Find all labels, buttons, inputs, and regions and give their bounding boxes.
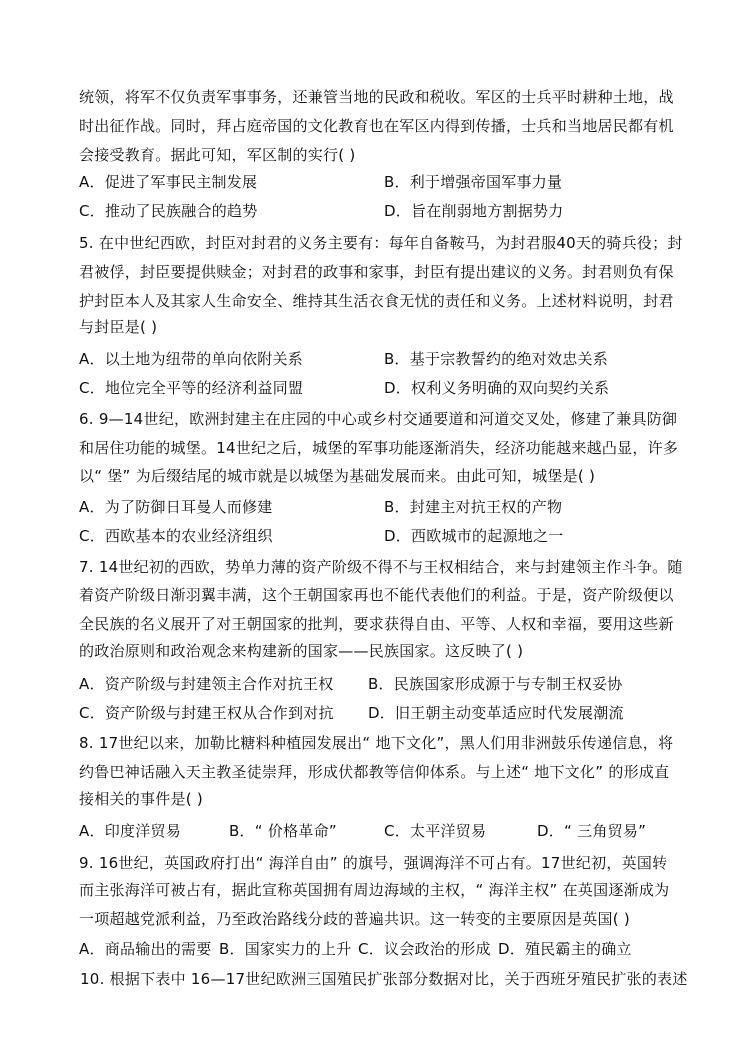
- option-a: A．资产阶级与封建领主合作对抗王权: [79, 675, 334, 693]
- option-a: A．印度洋贸易: [79, 822, 182, 840]
- question-text-line: 的政治原则和政治观念来构建新的国家——民族国家。这反映了( ): [79, 642, 524, 660]
- option-c: C．西欧基本的农业经济组织: [79, 527, 273, 545]
- question-text-line: 与封臣是( ): [79, 318, 158, 336]
- question-text-line: 护封臣本人及其家人生命安全、维持其生活衣食无忧的责任和义务。上述材料说明，封君: [79, 292, 674, 310]
- question-text-line: 6. 9—14世纪，欧洲封建主在庄园的中心或乡村交通要道和河道交叉处，修建了兼具防御: [79, 410, 678, 428]
- option-d: D．“ 三角贸易”: [537, 822, 647, 840]
- option-d: D．殖民霸主的确立: [498, 940, 632, 958]
- question-text-line: 9. 16世纪，英国政府打出“ 海洋自由” 的旗号，强调海洋不可占有。17世纪初，英国转: [79, 854, 668, 872]
- question-text-line: 5. 在中世纪西欧，封臣对封君的义务主要有：每年自备鞍马，为封君服40天的骑兵役；封: [79, 234, 683, 252]
- question-text-line: 时出征作战。同时，拜占庭帝国的文化教育也在军区内得到传播，士兵和当地居民都有机: [79, 117, 674, 135]
- option-b: B．民族国家形成源于与专制王权妥协: [368, 675, 623, 693]
- option-a: A．以土地为纽带的单向依附关系: [79, 350, 304, 368]
- option-c: C．地位完全平等的经济利益同盟: [79, 379, 304, 397]
- question-text-line: 而主张海洋可被占有，据此宣称英国拥有周边海域的主权，“ 海洋主权” 在英国逐渐成为: [79, 881, 670, 899]
- option-d: D．旨在削弱地方割据势力: [384, 202, 564, 220]
- option-c: C．议会政治的形成: [358, 940, 491, 958]
- question-text-line: 一项超越党派利益，乃至政治路线分歧的普遍共识。这一转变的主要原因是英国( ): [79, 910, 630, 928]
- question-text-line: 统领，将军不仅负责军事事务，还兼管当地的民政和税收。军区的士兵平时耕种土地，战: [79, 88, 674, 106]
- option-b: B．封建主对抗王权的产物: [384, 498, 563, 516]
- question-text-line: 10. 根据下表中 16—17世纪欧洲三国殖民扩张部分数据对比，关于西班牙殖民扩张的表述: [80, 970, 688, 988]
- option-a: A．为了防御日耳曼人而修建: [79, 498, 273, 516]
- option-c: C．推动了民族融合的趋势: [79, 202, 258, 220]
- option-a: A．商品输出的需要: [79, 940, 212, 958]
- option-d: D．西欧城市的起源地之一: [384, 527, 564, 545]
- question-text-line: 8. 17世纪以来，加勒比糖料种植园发展出“ 地下文化”，黑人们用非洲鼓乐传递信息，将: [79, 734, 674, 752]
- option-b: B．基于宗教誓约的绝对效忠关系: [384, 350, 609, 368]
- question-text-line: 约鲁巴神话融入天主教圣徒崇拜，形成伏都教等信仰体系。与上述“ 地下文化” 的形成直: [79, 763, 670, 781]
- question-text-line: 接相关的事件是( ): [79, 790, 203, 808]
- question-text-line: 以“ 堡” 为后缀结尾的城市就是以城堡为基础发展而来。由此可知，城堡是( ): [79, 467, 596, 485]
- option-d: D．旧王朝主动变革适应时代发展潮流: [368, 704, 624, 722]
- question-text-line: 和居住功能的城堡。14世纪之后，城堡的军事功能逐渐消失，经济功能越来越凸显，许多: [79, 439, 679, 457]
- option-c: C．资产阶级与封建王权从合作到对抗: [79, 704, 334, 722]
- question-text-line: 君被俘，封臣要提供赎金；对封君的政事和家事，封臣有提出建议的义务。封君则负有保: [79, 263, 674, 281]
- question-text-line: 全民族的名义展开了对王朝国家的批判，要求获得自由、平等、人权和幸福，要用这些新: [79, 615, 674, 633]
- option-b: B．“ 价格革命”: [229, 822, 337, 840]
- option-d: D．权利义务明确的双向契约关系: [384, 379, 610, 397]
- option-a: A．促进了军事民主制发展: [79, 173, 258, 191]
- question-text-line: 会接受教育。据此可知，军区制的实行( ): [79, 146, 356, 164]
- option-c: C．太平洋贸易: [384, 822, 487, 840]
- question-text-line: 着资产阶级日渐羽翼丰满，这个王朝国家再也不能代表他们的利益。于是，资产阶级便以: [79, 586, 674, 604]
- question-text-line: 7. 14世纪初的西欧，势单力薄的资产阶级不得不与王权相结合，来与封建领主作斗争。随: [79, 558, 683, 576]
- option-b: B．国家实力的上升: [219, 940, 352, 958]
- option-b: B．利于增强帝国军事力量: [384, 173, 563, 191]
